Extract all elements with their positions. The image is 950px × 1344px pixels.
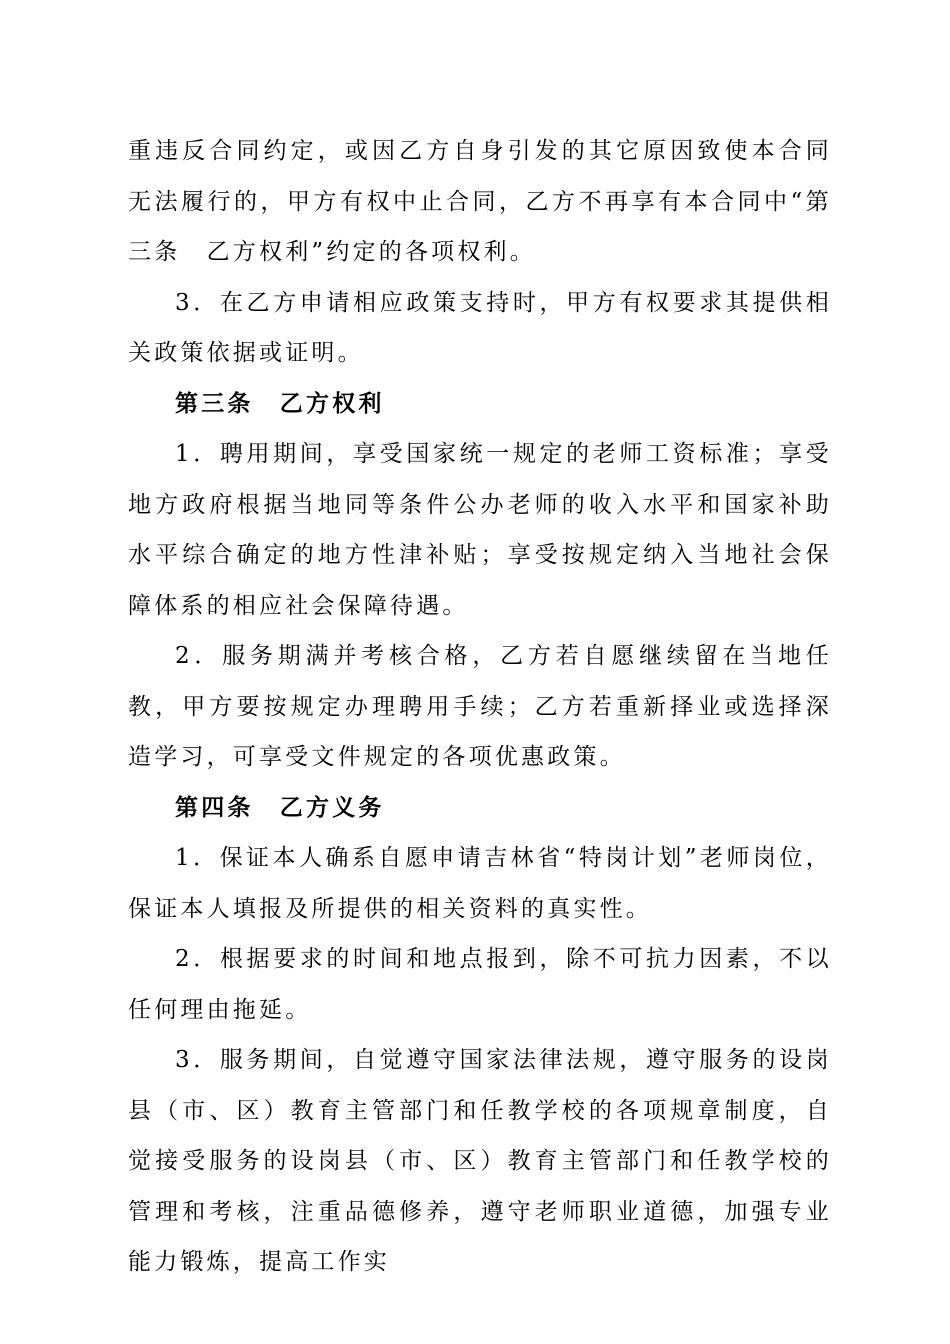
paragraph-party-b-right-2: 2．服务期满并考核合格，乙方若自愿继续留在当地任教，甲方要按规定办理聘用手续；乙方若重新择业或选择深造学习，可享受文件规定的各项优惠政策。	[128, 643, 832, 770]
paragraph-party-b-duty-1: 1．保证本人确系自愿申请吉林省“特岗计划”老师岗位，保证本人填报及所提供的相关资料的真实性。	[128, 845, 832, 922]
paragraph-party-b-right-1: 1．聘用期间，享受国家统一规定的老师工资标准；享受地方政府根据当地同等条件公办老师的收入水平和国家补助水平综合确定的地方性津补贴；享受按规定纳入当地社会保障体系的相应社会保障待遇。	[128, 441, 832, 619]
document-page	[128, 126, 832, 1288]
section-heading-article-3: 第三条 乙方权利	[175, 390, 385, 417]
paragraph-party-b-duty-3: 3．服务期间，自觉遵守国家法律法规，遵守服务的设岗县（市、区）教育主管部门和任教学校的各项规章制度，自觉接受服务的设岗县（市、区）教育主管部门和任教学校的管理和考核，注重品德修养，遵守老师职业道德，加强专业能力锻炼，提高工作实	[128, 1047, 832, 1275]
paragraph-party-a-right-3: 3．在乙方申请相应政策支持时，甲方有权要求其提供相关政策依据或证明。	[128, 289, 832, 366]
paragraph-continuation: 重违反合同约定，或因乙方自身引发的其它原因致使本合同无法履行的，甲方有权中止合同，乙方不再享有本合同中“第三条 乙方权利”约定的各项权利。	[128, 138, 832, 265]
section-heading-article-4: 第四条 乙方义务	[175, 794, 385, 821]
paragraph-party-b-duty-2: 2．根据要求的时间和地点报到，除不可抗力因素，不以任何理由拖延。	[128, 946, 832, 1023]
